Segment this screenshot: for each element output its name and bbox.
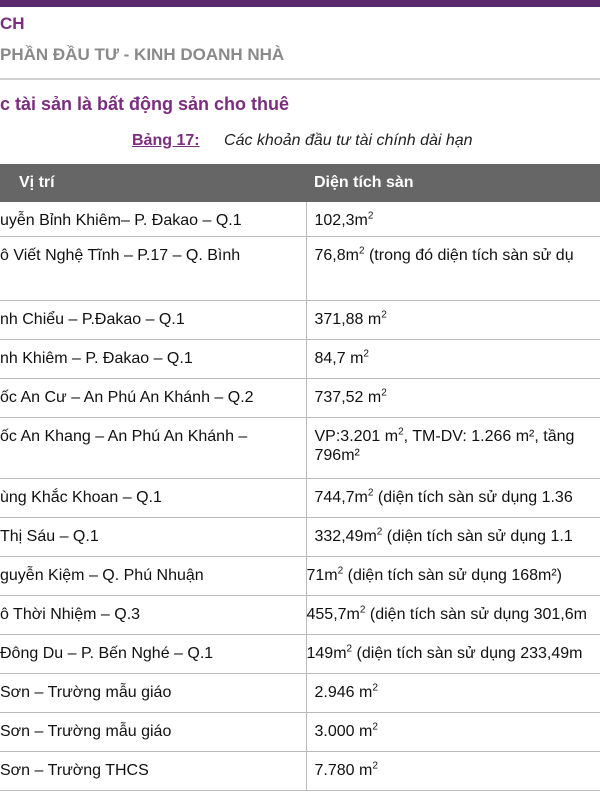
table-row [0,634,600,673]
area-cell: VP:3.201 $m^2$, TM-DV: 1.266 m², tầng 796m² [306,417,600,478]
area-cell: 84,7 $m^2$ [306,339,600,378]
area-cell: 737,52 $m^2$ [306,378,600,417]
header-top-rule [0,0,600,7]
location-cell: ô Thời Nhiệm – Q.3 [0,595,306,634]
location-cell: nh Chiểu – P.Đakao – Q.1 [0,300,306,339]
table-row [0,417,600,478]
location-cell: ốc An Khang – An Phú An Khánh – [0,417,306,478]
location-cell: ốc An Cư – An Phú An Khánh – Q.2 [0,378,306,417]
table-row [0,202,600,236]
location-cell: ùng Khắc Khoan – Q.1 [0,478,306,517]
table-row [0,595,600,634]
table-row [0,236,600,300]
location-cell: Sơn – Trường THCS [0,751,306,790]
area-cell: 7.780 $m^2$ [306,751,600,790]
location-cell: ô Viết Nghệ Tĩnh – P.17 – Q. Bình [0,236,306,300]
area-cell: $149m^2$ (diện tích sàn sử dụng 233,49m [306,634,600,673]
area-cell: $455,7m^2$ (diện tích sàn sử dụng 301,6m [306,595,600,634]
area-cell: $76,8m^2$ (trong đó diện tích sàn sử dụ [306,236,600,300]
table-caption-label: Bảng 17: [132,132,200,149]
area-cell: 2.946 $m^2$ [306,673,600,712]
table-row [0,712,600,751]
table-header-row [0,164,600,202]
area-cell: 3.000 $m^2$ [306,712,600,751]
table-row [0,378,600,417]
property-table [0,164,600,791]
table-row [0,517,600,556]
table-caption-title: Các khoản đầu tư tài chính dài hạn [224,132,473,149]
table-row [0,556,600,595]
area-cell: $744,7m^2$ (diện tích sàn sử dụng 1.36 [306,478,600,517]
location-cell: Thị Sáu – Q.1 [0,517,306,556]
table-row [0,300,600,339]
section-heading: c tài sản là bất động sản cho thuê [0,94,290,114]
area-cell: $102,3m^2$ [306,202,600,236]
location-cell: Đông Du – P. Bến Nghé – Q.1 [0,634,306,673]
location-cell: uyễn Bỉnh Khiêm– P. Đakao – Q.1 [0,202,306,236]
header-area: Diện tích sàn [306,164,600,202]
location-cell: guyễn Kiệm – Q. Phú Nhuận [0,556,306,595]
table-row [0,339,600,378]
location-cell: Sơn – Trường mẫu giáo [0,712,306,751]
table-row [0,478,600,517]
area-cell: $71m^2$ (diện tích sàn sử dụng 168m²) [306,556,600,595]
area-cell: $332,49m^2$ (diện tích sàn sử dụng 1.1 [306,517,600,556]
header-divider [0,78,600,80]
table-row [0,673,600,712]
company-heading: PHẦN ĐẦU TƯ - KINH DOANH NHÀ [0,45,285,64]
location-cell: Sơn – Trường mẫu giáo [0,673,306,712]
table-row [0,751,600,790]
area-cell: 371,88 $m^2$ [306,300,600,339]
table-caption [132,132,473,150]
header-location: Vị trí [0,164,306,202]
chapter-heading: CH [0,14,25,33]
location-cell: nh Khiêm – P. Đakao – Q.1 [0,339,306,378]
